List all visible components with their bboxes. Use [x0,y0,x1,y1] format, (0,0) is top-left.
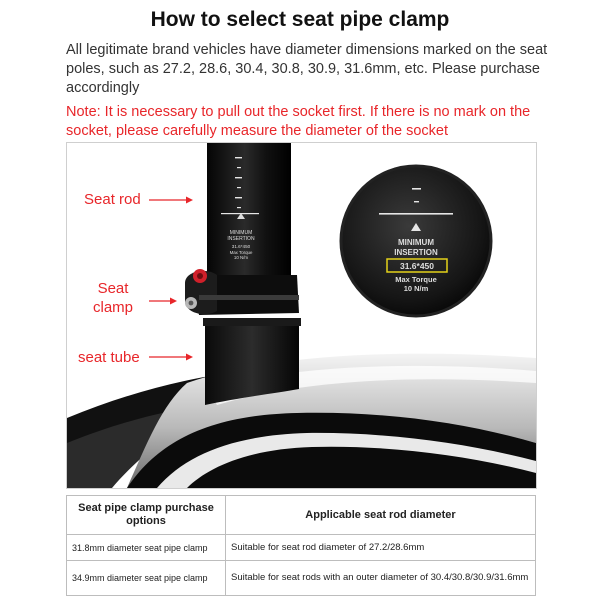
zoom-marking-torque2: 10 N/m [403,284,429,293]
table-row [67,535,536,561]
label-seat-clamp-line2: clamp [93,299,134,316]
table-cell-diameter: Suitable for seat rods with an outer diameter of 30.4/30.8/30.9/31.6mm [226,561,536,596]
zoom-marking-line1: MINIMUM [398,238,434,247]
zoom-marking-size: 31.6*450 [399,261,435,271]
zoom-marking-torque1: Max Torque [395,275,437,284]
post-marking-torque1: Max Torque [229,250,253,255]
zoom-marking-line2: INSERTION [394,248,438,257]
seat-clamp-graphic [185,269,299,315]
post-marking-size: 31.6*450 [231,244,251,249]
post-marking-line2: INSERTION [227,236,255,242]
page-title: How to select seat pipe clamp [150,8,450,31]
post-marking-line1: MINIMUM [229,230,253,236]
table-cell-diameter: Suitable for seat rod diameter of 27.2/28.6mm [226,535,536,561]
product-photo [66,142,537,489]
intro-text: All legitimate brand vehicles have diameter dimensions marked on the seat poles, such as 27.2, 28.6, 30.4, 30.8, 30.9, 31.6mm, etc. Please purchase accordingly [66,42,548,96]
label-seat-clamp [93,279,133,317]
post-marking-torque2: 10 N/m [233,255,249,260]
label-seat-tube: seat tube [78,349,140,366]
label-seat-rod: Seat rod [84,191,141,208]
zoom-detail-circle [341,166,491,316]
table-cell-option: 34.9mm diameter seat pipe clamp [67,561,226,596]
table-row [67,561,536,596]
table-header-options: Seat pipe clamp purchase options [67,496,226,535]
clamp-options-table [66,495,536,596]
note-text: Note: It is necessary to pull out the socket first. If there is no mark on the socket, please carefully measure the diameter of the socket [66,104,531,139]
table-header-diameter: Applicable seat rod diameter [226,496,536,535]
table-header-row [67,496,536,535]
table-cell-option: 31.8mm diameter seat pipe clamp [67,535,226,561]
label-seat-clamp-line1: Seat [97,280,129,297]
